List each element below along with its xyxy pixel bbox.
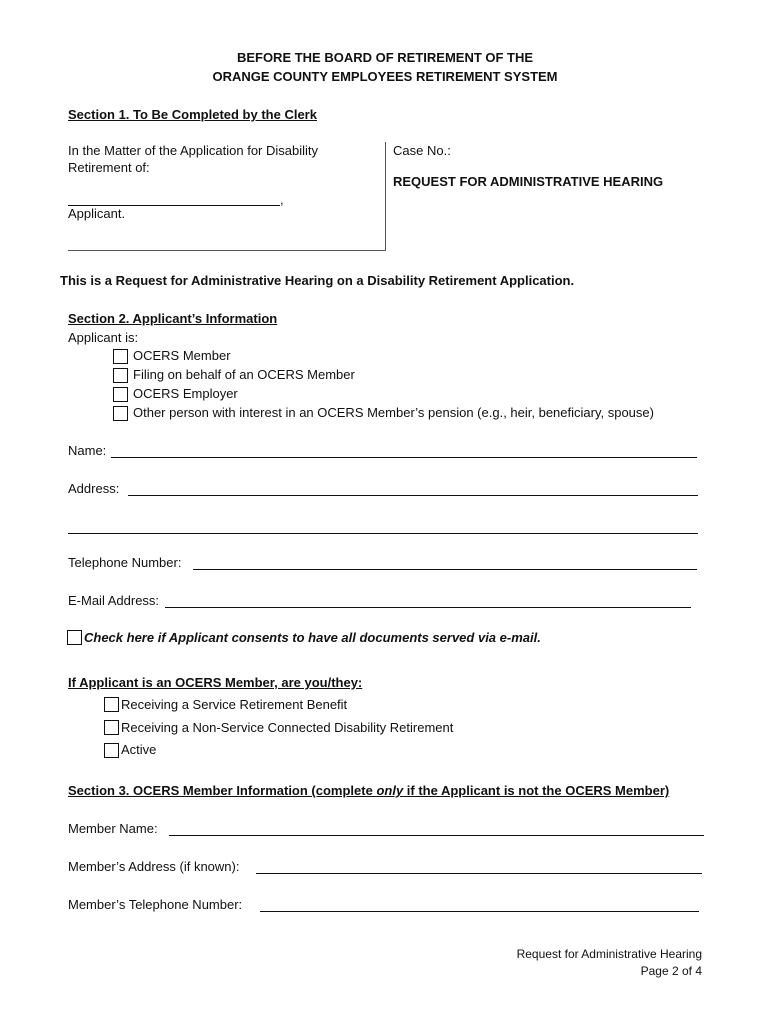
ocers-employer-checkbox[interactable]: [113, 387, 128, 402]
ocers-employer-option: OCERS Employer: [133, 386, 238, 401]
caption-bottom-rule: [68, 250, 385, 251]
section2-heading: Section 2. Applicant’s Information: [68, 311, 278, 326]
member-status-heading: If Applicant is an OCERS Member, are you/they:: [68, 675, 363, 690]
caption-divider: [385, 142, 386, 251]
other-person-option: Other person with interest in an OCERS Member’s pension (e.g., heir, beneficiary, spouse): [133, 405, 654, 420]
section3-heading-start: Section 3. OCERS Member Information (complete: [68, 783, 377, 798]
member-phone-field-line[interactable]: [260, 911, 699, 912]
header-line-1: BEFORE THE BOARD OF RETIREMENT OF THE: [236, 50, 534, 65]
applicant-is-label: Applicant is:: [68, 330, 139, 345]
email-consent-checkbox[interactable]: [67, 630, 82, 645]
name-field-line[interactable]: [111, 457, 697, 458]
telephone-field-line[interactable]: [193, 569, 697, 570]
member-address-label: Member’s Address (if known):: [68, 859, 240, 874]
non-service-disability-checkbox[interactable]: [104, 720, 119, 735]
address-field-line-1[interactable]: [128, 495, 698, 496]
address-label: Address:: [68, 481, 120, 496]
intro-statement: This is a Request for Administrative Hearing on a Disability Retirement Application.: [60, 273, 575, 288]
section1-heading: Section 1. To Be Completed by the Clerk: [68, 107, 317, 122]
ocers-member-checkbox[interactable]: [113, 349, 128, 364]
matter-line-1: In the Matter of the Application for Disability: [68, 143, 319, 158]
section3-heading-end: if the Applicant is not the OCERS Member): [403, 783, 670, 798]
member-address-field-line[interactable]: [256, 873, 702, 874]
footer-page-number: Page 2 of 4: [640, 964, 702, 978]
matter-line-2: Retirement of:: [68, 160, 150, 175]
address-field-line-2[interactable]: [68, 533, 698, 534]
applicant-comma: ,: [280, 192, 284, 207]
header-line-2: ORANGE COUNTY EMPLOYEES RETIREMENT SYSTEM: [212, 69, 558, 84]
name-label: Name:: [68, 443, 107, 458]
telephone-label: Telephone Number:: [68, 555, 182, 570]
active-checkbox[interactable]: [104, 743, 119, 758]
section3-heading-emphasis: only: [376, 783, 404, 798]
email-field-line[interactable]: [165, 607, 691, 608]
service-retirement-option: Receiving a Service Retirement Benefit: [121, 697, 348, 712]
case-no-label: Case No.:: [393, 143, 451, 158]
email-label: E-Mail Address:: [68, 593, 160, 608]
member-name-field-line[interactable]: [169, 835, 704, 836]
other-person-checkbox[interactable]: [113, 406, 128, 421]
non-service-disability-option: Receiving a Non-Service Connected Disability Retirement: [121, 720, 454, 735]
request-title: REQUEST FOR ADMINISTRATIVE HEARING: [393, 174, 664, 189]
active-option: Active: [121, 742, 157, 757]
section3-heading: [68, 783, 669, 798]
service-retirement-checkbox[interactable]: [104, 697, 119, 712]
email-consent-label: Check here if Applicant consents to have all documents served via e-mail.: [84, 630, 541, 645]
applicant-label: Applicant.: [68, 206, 126, 221]
filing-on-behalf-option: Filing on behalf of an OCERS Member: [133, 367, 355, 382]
member-name-label: Member Name:: [68, 821, 158, 836]
filing-on-behalf-checkbox[interactable]: [113, 368, 128, 383]
footer-title: Request for Administrative Hearing: [516, 947, 702, 961]
member-phone-label: Member’s Telephone Number:: [68, 897, 243, 912]
ocers-member-option: OCERS Member: [133, 348, 231, 363]
